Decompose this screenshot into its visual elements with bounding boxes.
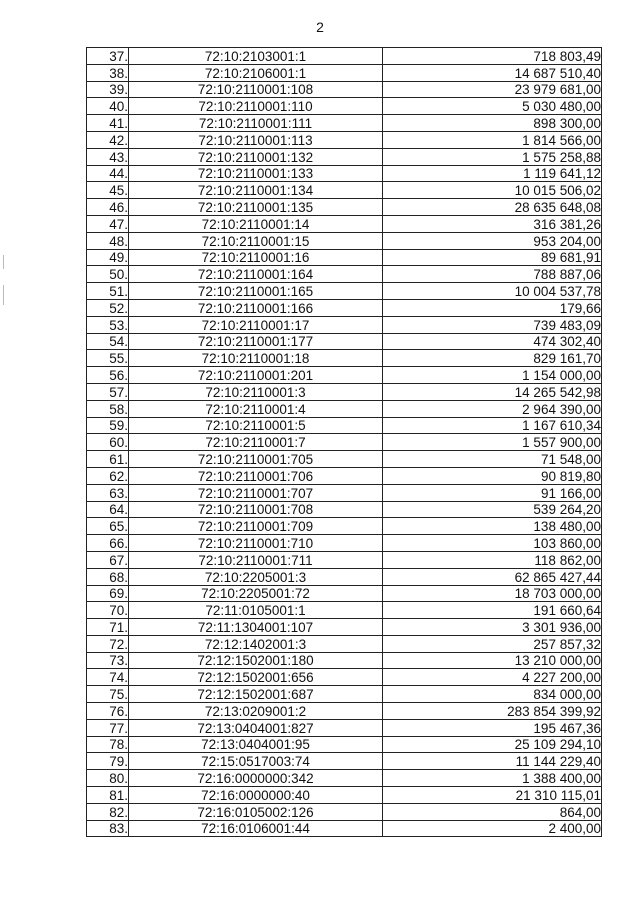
- cadastral-number-cell: 72:10:2110001:201: [129, 367, 383, 384]
- cadastral-value-cell: 1 167 610,34: [383, 417, 602, 434]
- cadastral-number-cell: 72:10:2110001:134: [129, 182, 383, 199]
- cadastral-number-cell: 72:10:2110001:17: [129, 316, 383, 333]
- cadastral-number-cell: 72:11:1304001:107: [129, 619, 383, 636]
- row-number-cell: 56.: [87, 367, 129, 384]
- table-row: [87, 686, 602, 703]
- row-number-cell: 41.: [87, 115, 129, 132]
- cadastral-value-cell: 1 814 566,00: [383, 131, 602, 148]
- row-number-cell: 65.: [87, 518, 129, 535]
- table-row: [87, 283, 602, 300]
- row-number-cell: 43.: [87, 148, 129, 165]
- row-number-cell: 37.: [87, 48, 129, 65]
- row-number-cell: 79.: [87, 753, 129, 770]
- table-row: [87, 652, 602, 669]
- cadastral-number-cell: 72:12:1402001:3: [129, 635, 383, 652]
- cadastral-value-cell: 2 964 390,00: [383, 400, 602, 417]
- cadastral-value-cell: 474 302,40: [383, 333, 602, 350]
- page-number: 2: [316, 19, 324, 35]
- row-number-cell: 75.: [87, 686, 129, 703]
- table-row: [87, 350, 602, 367]
- cadastral-number-cell: 72:12:1502001:180: [129, 652, 383, 669]
- table-row: [87, 367, 602, 384]
- cadastral-value-cell: 25 109 294,10: [383, 736, 602, 753]
- table-row: [87, 434, 602, 451]
- cadastral-value-cell: 1 557 900,00: [383, 434, 602, 451]
- cadastral-number-cell: 72:11:0105001:1: [129, 602, 383, 619]
- cadastral-value-cell: 718 803,49: [383, 48, 602, 65]
- row-number-cell: 49.: [87, 249, 129, 266]
- table-row: [87, 215, 602, 232]
- cadastral-number-cell: 72:10:2110001:165: [129, 283, 383, 300]
- row-number-cell: 73.: [87, 652, 129, 669]
- cadastral-value-cell: 257 857,32: [383, 635, 602, 652]
- row-number-cell: 39.: [87, 81, 129, 98]
- row-number-cell: 82.: [87, 803, 129, 820]
- cadastral-number-cell: 72:10:2106001:1: [129, 64, 383, 81]
- table-body: [87, 48, 602, 837]
- cadastral-value-cell: 4 227 200,00: [383, 669, 602, 686]
- table-row: [87, 400, 602, 417]
- row-number-cell: 72.: [87, 635, 129, 652]
- cadastral-number-cell: 72:16:0000000:40: [129, 787, 383, 804]
- cadastral-number-cell: 72:10:2110001:135: [129, 199, 383, 216]
- cadastral-number-cell: 72:10:2110001:164: [129, 266, 383, 283]
- row-number-cell: 38.: [87, 64, 129, 81]
- row-number-cell: 61.: [87, 451, 129, 468]
- cadastral-value-cell: 91 166,00: [383, 484, 602, 501]
- table-row: [87, 703, 602, 720]
- cadastral-number-cell: 72:10:2110001:177: [129, 333, 383, 350]
- cadastral-value-cell: 11 144 229,40: [383, 753, 602, 770]
- cadastral-number-cell: 72:10:2110001:110: [129, 98, 383, 115]
- cadastral-number-cell: 72:10:2205001:72: [129, 585, 383, 602]
- cadastral-value-cell: 18 703 000,00: [383, 585, 602, 602]
- cadastral-value-cell: 539 264,20: [383, 501, 602, 518]
- table-row: [87, 232, 602, 249]
- table-row: [87, 165, 602, 182]
- row-number-cell: 59.: [87, 417, 129, 434]
- row-number-cell: 58.: [87, 400, 129, 417]
- row-number-cell: 50.: [87, 266, 129, 283]
- table-row: [87, 602, 602, 619]
- row-number-cell: 68.: [87, 568, 129, 585]
- table-row: [87, 333, 602, 350]
- cadastral-number-cell: 72:10:2110001:5: [129, 417, 383, 434]
- cadastral-value-cell: 89 681,91: [383, 249, 602, 266]
- cadastral-number-cell: 72:13:0209001:2: [129, 703, 383, 720]
- cadastral-value-cell: 864,00: [383, 803, 602, 820]
- table-row: [87, 753, 602, 770]
- row-number-cell: 71.: [87, 619, 129, 636]
- cadastral-value-cell: 739 483,09: [383, 316, 602, 333]
- table-row: [87, 669, 602, 686]
- row-number-cell: 51.: [87, 283, 129, 300]
- scan-margin-mark: [3, 255, 4, 269]
- table-row: [87, 585, 602, 602]
- cadastral-value-cell: 191 660,64: [383, 602, 602, 619]
- table-row: [87, 501, 602, 518]
- table-row: [87, 518, 602, 535]
- cadastral-value-cell: 118 862,00: [383, 551, 602, 568]
- row-number-cell: 60.: [87, 434, 129, 451]
- cadastral-value-cell: 1 119 641,12: [383, 165, 602, 182]
- row-number-cell: 83.: [87, 820, 129, 837]
- table-row: [87, 467, 602, 484]
- table-row: [87, 64, 602, 81]
- row-number-cell: 63.: [87, 484, 129, 501]
- table-row: [87, 803, 602, 820]
- table-row: [87, 820, 602, 837]
- row-number-cell: 44.: [87, 165, 129, 182]
- cadastral-value-cell: 23 979 681,00: [383, 81, 602, 98]
- table-row: [87, 383, 602, 400]
- cadastral-value-cell: 14 687 510,40: [383, 64, 602, 81]
- cadastral-value-table: [86, 47, 602, 837]
- cadastral-value-cell: 1 575 258,88: [383, 148, 602, 165]
- row-number-cell: 45.: [87, 182, 129, 199]
- cadastral-number-cell: 72:15:0517003:74: [129, 753, 383, 770]
- table-row: [87, 182, 602, 199]
- row-number-cell: 64.: [87, 501, 129, 518]
- cadastral-value-cell: 14 265 542,98: [383, 383, 602, 400]
- row-number-cell: 47.: [87, 215, 129, 232]
- cadastral-number-cell: 72:10:2110001:166: [129, 299, 383, 316]
- table-row: [87, 131, 602, 148]
- cadastral-number-cell: 72:13:0404001:827: [129, 719, 383, 736]
- cadastral-value-cell: 103 860,00: [383, 535, 602, 552]
- cadastral-value-cell: 283 854 399,92: [383, 703, 602, 720]
- table-row: [87, 484, 602, 501]
- cadastral-value-cell: 953 204,00: [383, 232, 602, 249]
- table-row: [87, 316, 602, 333]
- cadastral-number-cell: 72:10:2110001:4: [129, 400, 383, 417]
- table-row: [87, 719, 602, 736]
- table-row: [87, 787, 602, 804]
- cadastral-number-cell: 72:16:0106001:44: [129, 820, 383, 837]
- table-row: [87, 568, 602, 585]
- row-number-cell: 81.: [87, 787, 129, 804]
- row-number-cell: 80.: [87, 770, 129, 787]
- cadastral-number-cell: 72:10:2110001:706: [129, 467, 383, 484]
- cadastral-value-cell: 829 161,70: [383, 350, 602, 367]
- cadastral-value-cell: 13 210 000,00: [383, 652, 602, 669]
- table-row: [87, 48, 602, 65]
- cadastral-number-cell: 72:12:1502001:687: [129, 686, 383, 703]
- table-row: [87, 98, 602, 115]
- cadastral-value-cell: 62 865 427,44: [383, 568, 602, 585]
- cadastral-number-cell: 72:10:2110001:14: [129, 215, 383, 232]
- row-number-cell: 40.: [87, 98, 129, 115]
- row-number-cell: 42.: [87, 131, 129, 148]
- cadastral-number-cell: 72:10:2110001:709: [129, 518, 383, 535]
- table-row: [87, 299, 602, 316]
- cadastral-number-cell: 72:10:2110001:113: [129, 131, 383, 148]
- table-row: [87, 451, 602, 468]
- cadastral-number-cell: 72:10:2110001:132: [129, 148, 383, 165]
- cadastral-value-cell: 138 480,00: [383, 518, 602, 535]
- cadastral-number-cell: 72:12:1502001:656: [129, 669, 383, 686]
- cadastral-value-cell: 834 000,00: [383, 686, 602, 703]
- table-row: [87, 199, 602, 216]
- cadastral-value-cell: 28 635 648,08: [383, 199, 602, 216]
- table-row: [87, 148, 602, 165]
- row-number-cell: 76.: [87, 703, 129, 720]
- table-row: [87, 770, 602, 787]
- table-row: [87, 551, 602, 568]
- cadastral-number-cell: 72:10:2110001:711: [129, 551, 383, 568]
- row-number-cell: 78.: [87, 736, 129, 753]
- cadastral-number-cell: 72:16:0000000:342: [129, 770, 383, 787]
- table-row: [87, 266, 602, 283]
- cadastral-value-cell: 1 154 000,00: [383, 367, 602, 384]
- row-number-cell: 52.: [87, 299, 129, 316]
- cadastral-value-cell: 788 887,06: [383, 266, 602, 283]
- cadastral-number-cell: 72:10:2110001:707: [129, 484, 383, 501]
- cadastral-number-cell: 72:10:2110001:708: [129, 501, 383, 518]
- cadastral-number-cell: 72:13:0404001:95: [129, 736, 383, 753]
- cadastral-number-cell: 72:10:2110001:705: [129, 451, 383, 468]
- row-number-cell: 53.: [87, 316, 129, 333]
- table-row: [87, 535, 602, 552]
- cadastral-number-cell: 72:10:2110001:108: [129, 81, 383, 98]
- cadastral-value-cell: 898 300,00: [383, 115, 602, 132]
- row-number-cell: 70.: [87, 602, 129, 619]
- row-number-cell: 77.: [87, 719, 129, 736]
- row-number-cell: 48.: [87, 232, 129, 249]
- cadastral-number-cell: 72:10:2110001:15: [129, 232, 383, 249]
- cadastral-value-cell: 2 400,00: [383, 820, 602, 837]
- table-row: [87, 81, 602, 98]
- cadastral-number-cell: 72:16:0105002:126: [129, 803, 383, 820]
- row-number-cell: 46.: [87, 199, 129, 216]
- table-row: [87, 249, 602, 266]
- row-number-cell: 62.: [87, 467, 129, 484]
- row-number-cell: 74.: [87, 669, 129, 686]
- row-number-cell: 66.: [87, 535, 129, 552]
- cadastral-value-cell: 1 388 400,00: [383, 770, 602, 787]
- row-number-cell: 57.: [87, 383, 129, 400]
- cadastral-value-cell: 179,66: [383, 299, 602, 316]
- row-number-cell: 54.: [87, 333, 129, 350]
- row-number-cell: 55.: [87, 350, 129, 367]
- cadastral-value-cell: 21 310 115,01: [383, 787, 602, 804]
- table-row: [87, 115, 602, 132]
- cadastral-number-cell: 72:10:2110001:710: [129, 535, 383, 552]
- table-row: [87, 635, 602, 652]
- cadastral-number-cell: 72:10:2205001:3: [129, 568, 383, 585]
- table-row: [87, 619, 602, 636]
- cadastral-number-cell: 72:10:2110001:18: [129, 350, 383, 367]
- table-row: [87, 736, 602, 753]
- cadastral-number-cell: 72:10:2110001:133: [129, 165, 383, 182]
- cadastral-number-cell: 72:10:2110001:3: [129, 383, 383, 400]
- row-number-cell: 69.: [87, 585, 129, 602]
- cadastral-number-cell: 72:10:2110001:7: [129, 434, 383, 451]
- table-row: [87, 417, 602, 434]
- cadastral-value-cell: 5 030 480,00: [383, 98, 602, 115]
- cadastral-value-cell: 10 015 506,02: [383, 182, 602, 199]
- cadastral-number-cell: 72:10:2110001:111: [129, 115, 383, 132]
- cadastral-value-cell: 316 381,26: [383, 215, 602, 232]
- cadastral-value-cell: 10 004 537,78: [383, 283, 602, 300]
- cadastral-value-cell: 90 819,80: [383, 467, 602, 484]
- cadastral-number-cell: 72:10:2110001:16: [129, 249, 383, 266]
- cadastral-value-cell: 3 301 936,00: [383, 619, 602, 636]
- row-number-cell: 67.: [87, 551, 129, 568]
- cadastral-value-cell: 71 548,00: [383, 451, 602, 468]
- cadastral-value-cell: 195 467,36: [383, 719, 602, 736]
- scan-margin-mark: [3, 285, 4, 305]
- cadastral-number-cell: 72:10:2103001:1: [129, 48, 383, 65]
